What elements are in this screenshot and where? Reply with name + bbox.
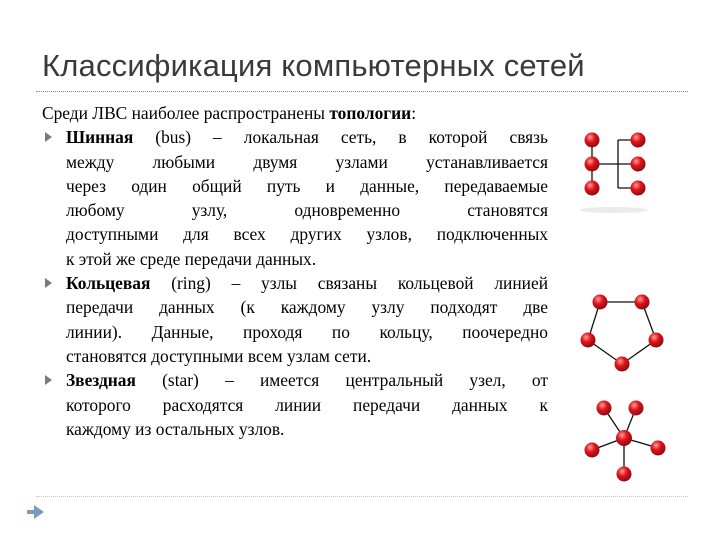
item-line: передачи данных (к каждому узлу подходят две xyxy=(66,297,548,318)
list-item-ring xyxy=(66,271,548,368)
item-line: Звездная (star) – имеется центральный узел, от xyxy=(66,370,548,391)
item-line: которого расходятся линии передачи данных к xyxy=(66,394,548,415)
term-star: Звездная xyxy=(66,370,136,391)
title-divider xyxy=(36,91,688,92)
item-line: любому узлу, одновременно становятся xyxy=(66,200,548,221)
item-line: между любыми двумя узлами устанавливается xyxy=(66,151,548,172)
item-line: через один общий путь и данные, передаваемые xyxy=(66,175,548,196)
term-bus: Шинная xyxy=(66,127,134,148)
star-topology-icon xyxy=(576,392,672,492)
footer-divider xyxy=(36,496,688,497)
triangle-bullet-icon xyxy=(45,132,52,142)
intro-text: Среди ЛВС наиболее распространены xyxy=(42,103,330,123)
intro-line xyxy=(42,101,548,125)
item-line: становятся доступными всем узлам сети. xyxy=(66,345,372,366)
intro-colon: : xyxy=(411,103,417,123)
ring-topology-icon xyxy=(578,282,670,378)
triangle-bullet-icon xyxy=(45,375,52,385)
slide-title: Классификация компьютерных сетей xyxy=(42,48,585,83)
slide-content xyxy=(42,101,548,441)
item-line: к этой же среде передачи данных. xyxy=(66,248,317,269)
list-item-star xyxy=(66,368,548,441)
triangle-bullet-icon xyxy=(45,278,52,288)
bus-topology-icon xyxy=(572,128,654,218)
term-ring: Кольцевая xyxy=(66,273,151,294)
list-item-bus xyxy=(66,125,548,271)
next-slide-arrow-icon[interactable] xyxy=(34,505,44,519)
item-line: каждому из остальных узлов. xyxy=(66,418,285,439)
item-line: доступными для всех других узлов, подключенных xyxy=(66,224,548,245)
intro-bold: топологии xyxy=(329,103,412,123)
item-line: Кольцевая (ring) – узлы связаны кольцевой линией xyxy=(66,273,548,294)
item-line: Шинная (bus) – локальная сеть, в которой связь xyxy=(66,127,548,148)
item-line: линии). Данные, проходя по кольцу, поочередно xyxy=(66,321,548,342)
